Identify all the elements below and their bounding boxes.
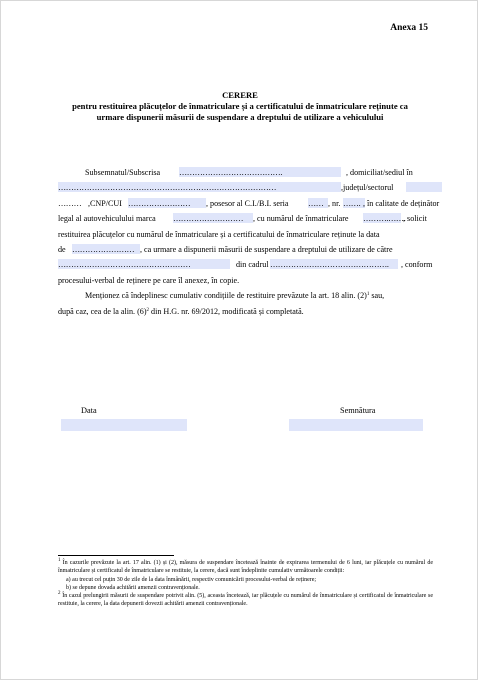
body-line-1 xyxy=(58,165,433,180)
body-line-4 xyxy=(58,211,433,226)
applicant-dots: …………………………………. xyxy=(179,168,283,177)
body-line-8 xyxy=(58,273,433,288)
solicit-label: , solicit xyxy=(403,214,427,224)
retention-date-dots: …………………… xyxy=(72,244,135,254)
body-line-10 xyxy=(58,304,433,319)
county-label: ,județul/sectorul xyxy=(341,183,394,193)
cnp-dots: …………………… xyxy=(128,198,191,208)
plate-number-dots: ……….……. xyxy=(363,214,406,224)
annex-label: Anexa 15 xyxy=(390,23,428,33)
date-prefix: de xyxy=(58,244,66,254)
body-line-7 xyxy=(58,257,433,272)
legal-ref-end: din H.G. nr. 69/2012, modificată și completată. xyxy=(149,306,304,316)
within-label: din cadrul xyxy=(236,260,269,270)
conditions-text xyxy=(85,288,384,303)
annex-copy-text: procesului-verbal de reținere pe care îl anexez, în copie. xyxy=(58,275,240,285)
conditions-main: Menționez că îndeplinesc cumulativ condițiile de restituire prevăzute la art. 18 alin. (2) xyxy=(85,291,367,301)
id-number-label: , nr. xyxy=(328,198,341,208)
title-line-3: urmare dispunerii măsurii de suspendare a dreptului de utilizare a vehiculului xyxy=(96,112,384,122)
signature-label: Semnătura xyxy=(340,406,376,415)
authority-dots: …………………………………………… xyxy=(58,260,191,270)
conform-label: , conform xyxy=(401,260,433,270)
footnote-divider xyxy=(58,555,174,556)
body-line-9 xyxy=(58,288,433,303)
applicant-label: Subsemnatul/Subscrisa xyxy=(85,168,161,177)
footnote-2 xyxy=(58,592,433,609)
request-body xyxy=(58,165,440,319)
suspension-text: , ca urmare a dispunerii măsurii de suspendare a dreptului de utilizare de către xyxy=(140,244,393,254)
legal-reference-text xyxy=(58,304,304,319)
date-input-field[interactable] xyxy=(61,419,187,431)
vehicle-make-label: legal al autovehiculului marca xyxy=(58,214,156,224)
date-label: Data xyxy=(81,406,97,415)
county-dots: ……… xyxy=(58,198,82,208)
title-line-2: pentru restituirea plăcuțelor de înmatriculare și a certificatului de înmatriculare reținute ca xyxy=(72,101,408,111)
conditions-end: sau, xyxy=(369,291,385,301)
document-title xyxy=(41,90,439,123)
footnote-1-a: a) au trecut cel puțin 30 de zile de la data înmânării, respectiv comunicării procesului-verbal de reținere; xyxy=(66,576,317,583)
cnp-label: ,CNP/CUI xyxy=(88,198,122,208)
footnote-ref-1: 1 xyxy=(366,292,370,298)
body-line-2 xyxy=(58,180,433,195)
body-line-5 xyxy=(58,227,433,242)
footnote-1-marker: 1 xyxy=(58,558,61,563)
body-line-6 xyxy=(58,242,433,257)
county-field[interactable] xyxy=(406,182,442,192)
body-line-3 xyxy=(58,196,440,211)
id-series-label: , posesor al C.I./B.I. seria xyxy=(206,198,289,208)
footnote-ref-2: 2 xyxy=(146,307,150,313)
institution-dots: ………………………………………. xyxy=(270,260,389,270)
id-series-dots: …… xyxy=(308,198,324,208)
footnote-1-text: În cazurile prevăzute la art. 17 alin. (1) și (2), măsura de suspendare încetează înainte de expirarea termenului de 6 luni, iar plăcuțele cu numărul de înmatriculare și certificatul de înmatriculare se restituie, la cerere, dacă sunt îndeplinite cumulativ următoarele condiții: xyxy=(58,560,433,575)
restitution-text: restituirea plăcuțelor cu numărul de înmatriculare și a certificatului de înmatriculare reținute la data xyxy=(58,229,380,239)
footnote-1-b: b) se depune dovada achitării amenzii contravenționale. xyxy=(66,584,200,591)
signature-input-field[interactable] xyxy=(289,419,423,431)
legal-ref-main: după caz, cea de la alin. (6) xyxy=(58,306,147,316)
domicile-label: , domiciliat/sediul în xyxy=(346,168,413,177)
footnote-1 xyxy=(58,559,433,576)
holder-label: , în calitate de deținător xyxy=(363,198,440,208)
footnote-2-text: În cazul prelungirii măsurii de suspendare potrivit alin. (5), aceasta încetează, iar plăcuțele cu numărul de înmatriculare și certificatul de înmatriculare se restituie, la cerere, la data depunerii dovezii achitării amenzii contravenționale. xyxy=(58,593,434,608)
plate-number-label: , cu numărul de înmatriculare xyxy=(253,214,349,224)
id-number-dots: ……. xyxy=(343,198,361,208)
footnote-2-marker: 2 xyxy=(58,591,61,597)
title-heading: CERERE xyxy=(222,90,258,100)
domicile-dots: ………………………………………………………………………… xyxy=(58,183,277,193)
footnotes xyxy=(58,559,433,609)
vehicle-make-dots: ……………………… xyxy=(173,214,244,224)
